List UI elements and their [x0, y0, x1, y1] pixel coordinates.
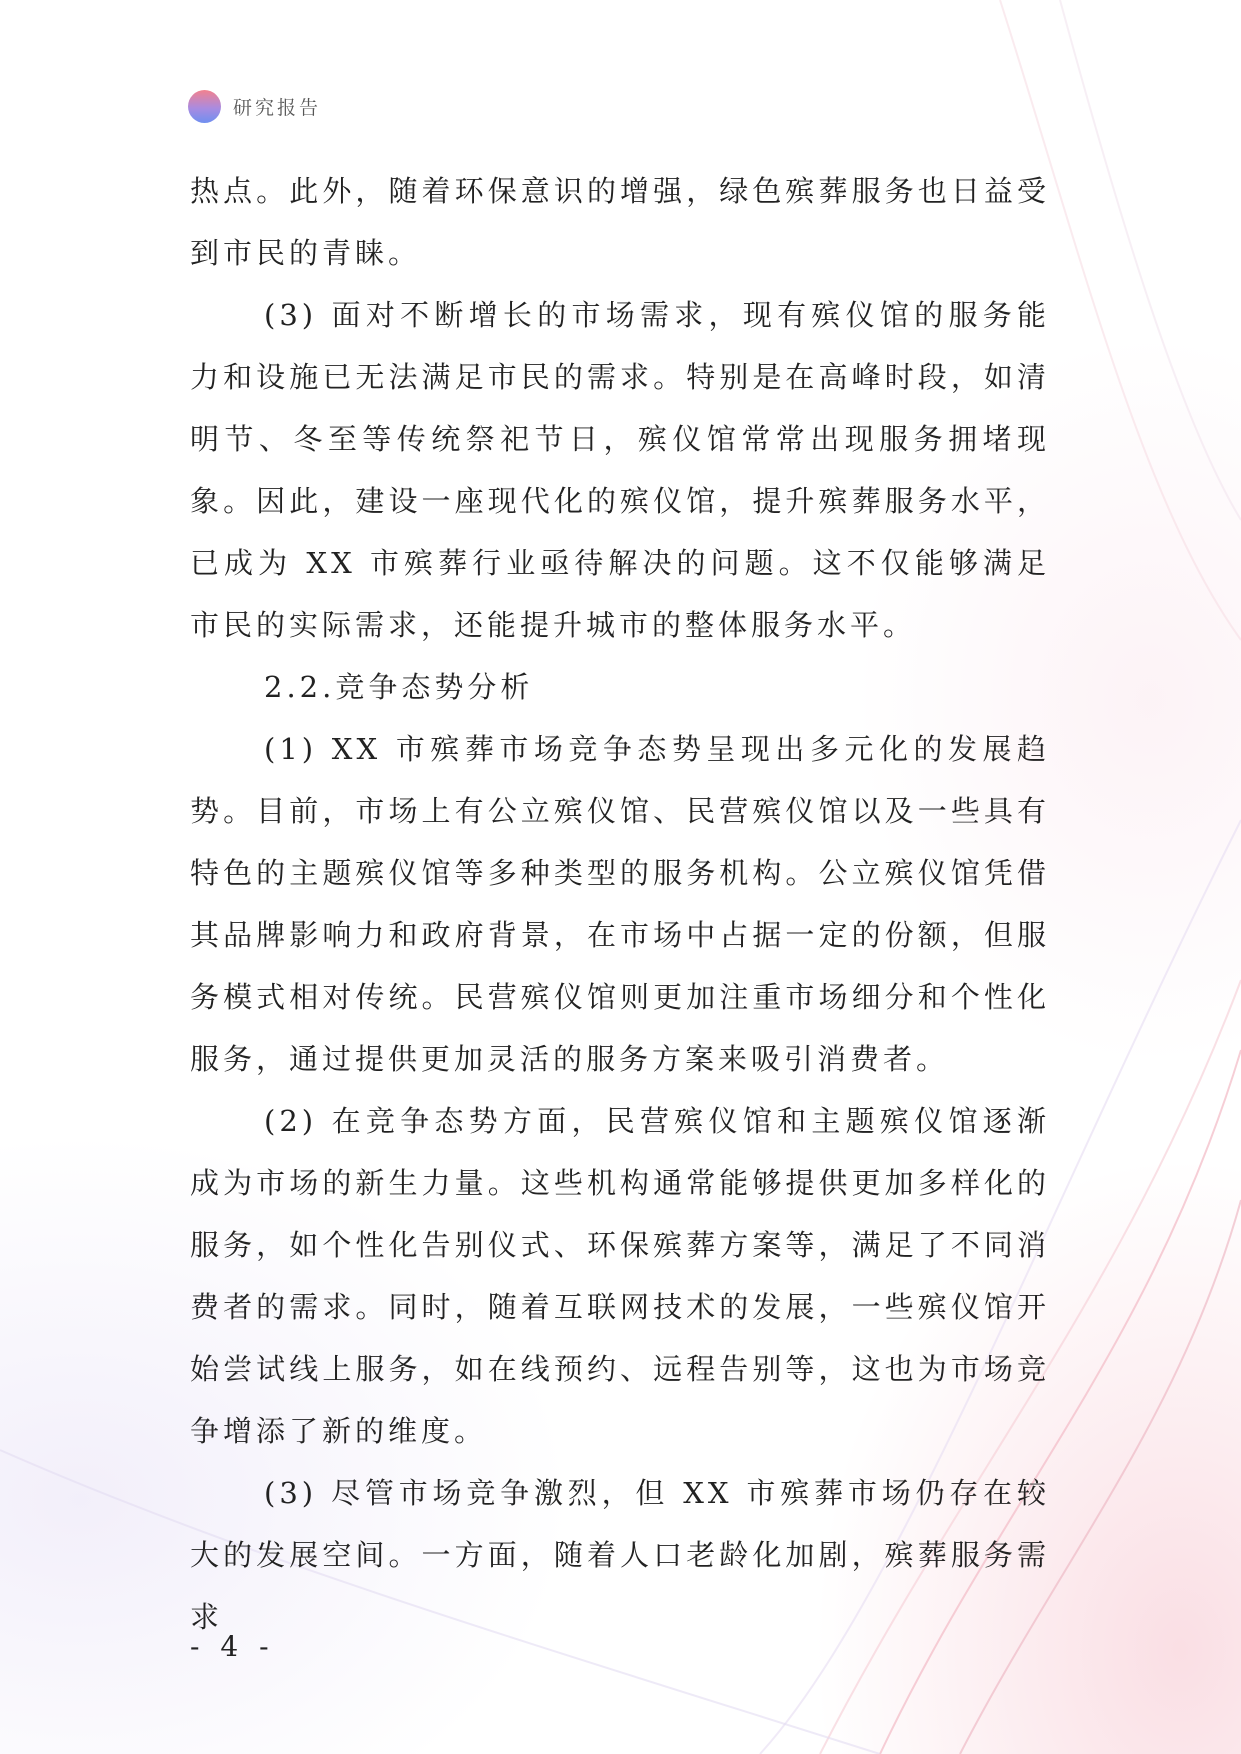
report-header — [188, 89, 321, 123]
header-title: 研究报告 — [233, 96, 322, 119]
paragraph-market-demand: (3) 面对不断增长的市场需求，现有殡仪馆的服务能力和设施已无法满足市民的需求。特别是在高峰时段，如清明节、冬至等传统祭祀节日，殡仪馆常常出现服务拥堵现象。因此，建设一座现代化的殡仪馆，提升殡葬服务水平，已成为 XX 市殡葬行业亟待解决的问题。这不仅能够满足市民的实际需求，还能提升城市的整体服务水平。 — [190, 298, 1050, 642]
paragraph-competition-3: (3) 尽管市场竞争激烈，但 XX 市殡葬市场仍存在较大的发展空间。一方面，随着人口老龄化加剧，殡葬服务需求 — [190, 1476, 1050, 1634]
document-body — [190, 160, 1050, 1648]
section-heading: 2.2.竞争态势分析 — [264, 670, 534, 704]
page-number: - 4 - — [190, 1630, 275, 1663]
paragraph-continuation: 热点。此外，随着环保意识的增强，绿色殡葬服务也日益受到市民的青睐。 — [190, 174, 1050, 270]
paragraph-competition-2: (2) 在竞争态势方面，民营殡仪馆和主题殡仪馆逐渐成为市场的新生力量。这些机构通常能够提供更加多样化的服务，如个性化告别仪式、环保殡葬方案等，满足了不同消费者的需求。同时，随着互联网技术的发展，一些殡仪馆开始尝试线上服务，如在线预约、远程告别等，这也为市场竞争增添了新的维度。 — [190, 1104, 1050, 1448]
paragraph-competition-1: (1) XX 市殡葬市场竞争态势呈现出多元化的发展趋势。目前，市场上有公立殡仪馆、民营殡仪馆以及一些具有特色的主题殡仪馆等多种类型的服务机构。公立殡仪馆凭借其品牌影响力和政府背景，在市场中占据一定的份额，但服务模式相对传统。民营殡仪馆则更加注重市场细分和个性化服务，通过提供更加灵活的服务方案来吸引消费者。 — [190, 732, 1050, 1076]
report-logo-icon — [188, 90, 221, 123]
